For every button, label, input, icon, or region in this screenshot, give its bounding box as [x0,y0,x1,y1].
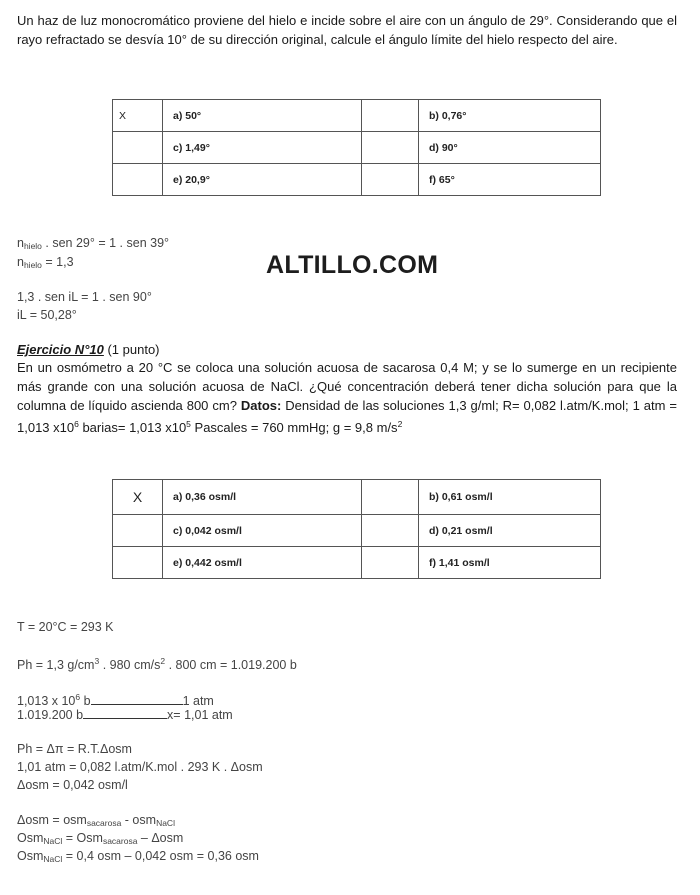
work-line-snell [17,234,169,255]
equation-text: Δosm = osm [17,813,87,827]
statement-text: Densidad de las soluciones 1,3 g/ml; R= 0,082 l.atm/K.mol; 1 atm = 1,013 x10 [17,398,677,435]
option-cell-empty [113,515,163,547]
data-label: Datos: [240,398,282,413]
equation-text: Osm [17,831,44,845]
option-cell-empty [362,164,419,196]
option-cell-empty [362,480,419,515]
option-d: d) 90° [419,132,601,164]
problem-9-statement: Un haz de luz monocromático proviene del hielo e incide sobre el aire con un ángulo de 29°. Considerando que el rayo refractado se desvía 10° de su dirección original, calcule el ángulo límite del hielo respecto del aire. [17,13,677,47]
exponent: 2 [397,419,403,429]
table-row [113,547,601,579]
equation-text: 1,013 x 10 [17,694,76,708]
option-cell-empty [362,547,419,579]
equation-text: = Osm [62,831,103,845]
work-line-n-ice [17,253,74,274]
subscript: hielo [23,260,42,270]
problem-10-statement [17,358,677,437]
equation-text: = 0,4 osm – 0,042 osm = 0,36 osm [62,849,259,863]
option-f: f) 1,41 osm/l [419,547,601,579]
table-row [113,480,601,515]
symbol-n: n [17,255,24,269]
problem-10-heading [17,340,677,359]
table-row [113,132,601,164]
statement-text: En un osmómetro a 20 °C se coloca una solución acuosa de sacarosa 0,4 M; y se lo sumerge en un recipiente más grande con una solución acuosa de NaCl. ¿Qué concentración deberá tener dicha solución para que la columna de líquido ascienda 800 cm? [17,360,677,413]
option-a: a) 50° [163,100,362,132]
fill-underline [91,692,183,705]
work-line-osmotic-1: Ph = Δπ = R.T.Δosm [17,742,132,756]
work-line-rule-of-three-2 [17,706,233,724]
problem-10-points: (1 punto) [103,342,160,357]
exponent: 5 [186,419,191,429]
subscript: sacarosa [102,836,138,846]
option-c: c) 0,042 osm/l [163,515,362,547]
subscript: NaCl [43,854,63,864]
option-b: b) 0,76° [419,100,601,132]
equation-text: - osm [121,813,157,827]
table-row [113,100,601,132]
exponent: 3 [94,656,100,666]
symbol-n: n [17,236,24,250]
exponent: 6 [75,692,81,702]
equation-text: . 800 cm = 1.019.200 b [165,658,297,672]
equation-text: . sen 29° = 1 . sen 39° [41,236,170,250]
altillo-logo: ALTILLO.COM [266,251,439,279]
exponent: 2 [160,656,166,666]
equation-text: b [80,694,91,708]
fill-underline [83,706,167,719]
answer-mark: X [113,480,163,515]
option-f: f) 65° [419,164,601,196]
equation-text: 1 atm [182,694,214,708]
exponent: 6 [74,419,79,429]
subscript: sacarosa [86,818,122,828]
option-cell-empty [113,132,163,164]
equation-text: Ph = 1,3 g/cm [17,658,95,672]
option-e: e) 20,9° [163,164,362,196]
subscript: hielo [23,241,42,251]
problem-10-title: Ejercicio N°10 [17,342,104,357]
work-line-temperature: T = 20°C = 293 K [17,620,114,634]
work-line-result: iL = 50,28° [17,308,77,322]
work-line-pressure [17,652,297,674]
option-cell-empty [362,515,419,547]
equation-text: 1.019.200 b [17,708,84,722]
answer-mark: X [113,100,163,132]
option-cell-empty [113,164,163,196]
equation-text: – Δosm [137,831,184,845]
statement-text: barias= 1,013 x10 [78,420,187,435]
equation-text: Osm [17,849,44,863]
statement-text: Pascales = 760 mmHg; g = 9,8 m/s [190,420,398,435]
option-e: e) 0,442 osm/l [163,547,362,579]
work-line-final-result [17,847,259,868]
subscript: NaCl [156,818,175,828]
option-c: c) 1,49° [163,132,362,164]
subscript: NaCl [43,836,63,846]
problem-9-options-table [112,99,601,196]
option-a: a) 0,36 osm/l [163,480,362,515]
option-b: b) 0,61 osm/l [419,480,601,515]
work-line-critical: 1,3 . sen iL = 1 . sen 90° [17,290,152,304]
equation-text: x= 1,01 atm [167,708,233,722]
option-cell-empty [362,100,419,132]
work-line-osmotic-3: Δosm = 0,042 osm/l [17,778,128,792]
option-cell-empty [113,547,163,579]
option-cell-empty [362,132,419,164]
problem-10-options-table [112,479,601,579]
option-d: d) 0,21 osm/l [419,515,601,547]
equation-text: = 1,3 [41,255,74,269]
work-line-osmotic-2: 1,01 atm = 0,082 l.atm/K.mol . 293 K . Δosm [17,760,263,774]
table-row [113,164,601,196]
equation-text: . 980 cm/s [99,658,161,672]
table-row [113,515,601,547]
